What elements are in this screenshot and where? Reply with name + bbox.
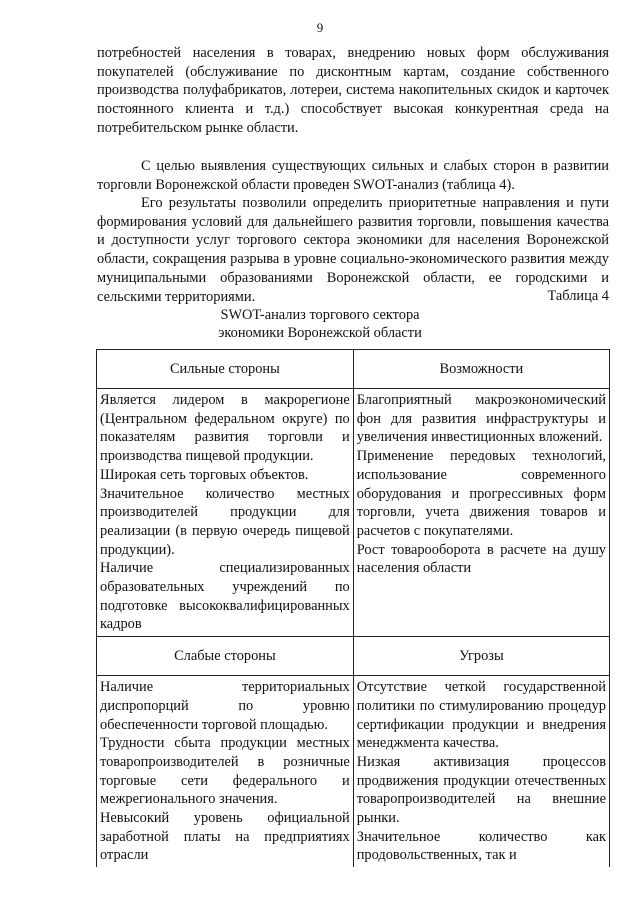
list-item: Является лидером в макрорегионе (Центральном федеральном округе) по показателям развития торговли и производства пищевой продукции.: [100, 392, 350, 465]
list-item: Наличие территориальных диспропорций по уровню обеспеченности торговой площадью.: [100, 679, 350, 733]
list-item: Благоприятный макроэкономический фон для развития инфраструктуры и увеличения инвестиционных вложений.: [356, 392, 606, 446]
list-item: Применение передовых технологий, использование современного оборудования и прогрессивных форм торговли, учета движения товаров и расчетов с покупателями.: [356, 448, 606, 539]
header-opportunities: Возможности: [353, 350, 609, 389]
list-item: Значительное количество как продовольственных, так и: [356, 828, 606, 864]
cell-threats: [353, 676, 609, 868]
paragraph-competition: потребностей населения в товарах, внедрению новых форм обслуживания покупателей (обслуживание по дисконтным картам, создание собственного производства полуфабрикатов, лотереи, система накопительных скидок и карточек постоянного клиента и т.д.) способствует высокая конкурентная среда на потребительском рынке области.: [97, 45, 609, 136]
cell-strengths: [97, 389, 354, 637]
table-label: Таблица 4: [547, 288, 609, 304]
list-item: Значительное количество местных производителей продукции для реализации (в первую очередь пищевой продукции).: [100, 485, 350, 558]
header-threats: Угрозы: [353, 637, 609, 676]
list-item: Отсутствие четкой государственной политики по стимулированию процедур сертификации продукции и внедрения менеджмента качества.: [356, 679, 606, 752]
header-weaknesses: Слабые стороны: [97, 637, 354, 676]
list-item: Широкая сеть торговых объектов.: [100, 466, 309, 483]
list-item: Низкая активизация процессов продвижения продукции отечественных товаропроизводителей на внешние рынки.: [356, 753, 606, 827]
paragraph-results: Его результаты позволили определить приоритетные направления и пути формирования условий для дальнейшего развития торговли, повышения качества и доступности услуг торгового сектора экономики для населения Воронежской области, сокращения разрыва в уровне социально-экономического развития между муниципальными образованиями Воронежской области, ее городскими и сельскими территориями.: [97, 195, 609, 305]
list-item: Рост товарооборота в расчете на душу населения области: [356, 541, 606, 577]
table-header-row: [97, 350, 610, 389]
paragraph-swot-intro: С целью выявления существующих сильных и слабых сторон в развитии торговли Воронежской области проведен SWOT-анализ (таблица 4).: [97, 158, 609, 193]
table-title-line2: экономики Воронежской области: [218, 325, 422, 341]
table-row: [97, 389, 610, 637]
list-item: Трудности сбыта продукции местных товаропроизводителей в розничные торговые сети федерального и межрегионального значения.: [100, 735, 350, 808]
cell-weaknesses: [97, 676, 354, 868]
page-number: 9: [316, 20, 324, 35]
header-strengths: Сильные стороны: [97, 350, 354, 389]
table-title-line1: SWOT-анализ торгового сектора: [220, 307, 420, 323]
list-item: Наличие специализированных образовательных учреждений по подготовке высококвалифицированных кадров: [100, 560, 350, 633]
cell-opportunities: [353, 389, 609, 637]
list-item: Невысокий уровень официальной заработной платы на предприятиях отрасли: [100, 810, 350, 864]
table-row: [97, 676, 610, 868]
swot-table: [96, 349, 610, 867]
table-header-row: [97, 637, 610, 676]
